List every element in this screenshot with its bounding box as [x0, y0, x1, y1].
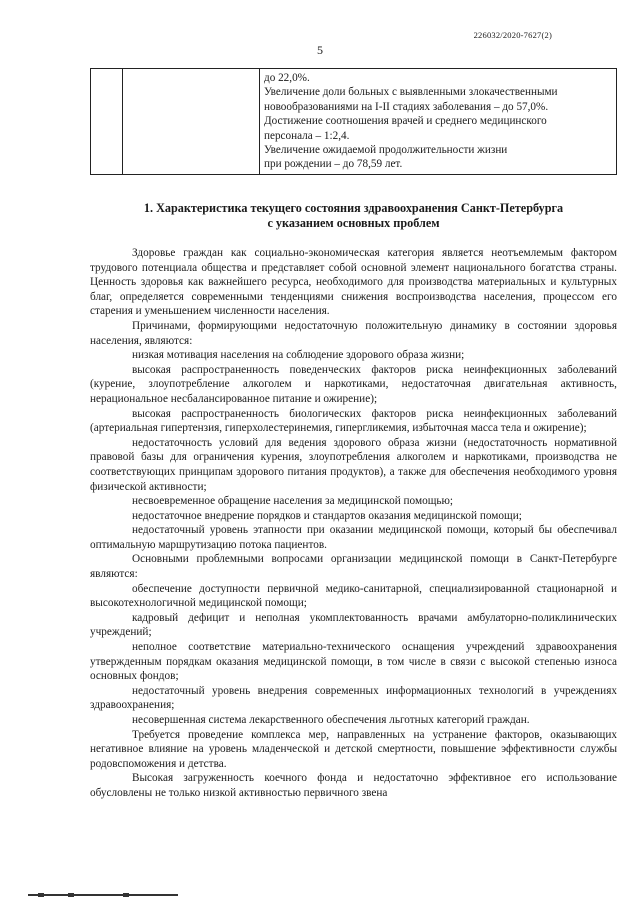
list-item: недостаточный уровень этапности при оказании медицинской помощи, который бы обеспечивал оптимальную маршрутизацию потока пациентов. — [90, 524, 617, 551]
footer-tick — [68, 893, 74, 897]
target-line: при рождении – до 78,59 лет. — [264, 158, 403, 171]
paragraph: Требуется проведение комплекса мер, направленных на устранение факторов, оказывающих негативное влияние на уровень младенческой и детской смертности, повышение эффективности службы родовспоможения и детства. — [90, 728, 617, 770]
paragraph: Высокая загруженность коечного фонда и недостаточно эффективное его использование обусловлены не только низкой активностью первичного звена — [90, 772, 617, 799]
list-item: высокая распространенность поведенческих факторов риска неинфекционных заболеваний (курение, злоупотребление алкоголем и наркотиками, недостаточная двигательная активность, нерациональное несбалансированное питание и ожирение); — [90, 363, 617, 405]
paragraph: Здоровье граждан как социально-экономическая категория является неотъемлемым фактором трудового потенциала общества и представляет собой основной элемент национального богатства страны. Ценность здоровья как важнейшего ресурса, необходимого для производства материальных и культурных благ, определяется современными тенденциями снижения воспроизводства населения, процессом его старения и уменьшением численности населения. — [90, 247, 617, 318]
continuation-table — [90, 68, 617, 175]
list-item: несвоевременное обращение населения за медицинской помощью; — [132, 495, 454, 508]
section-heading — [90, 201, 617, 232]
target-line: Достижение соотношения врачей и среднего медицинского — [264, 115, 547, 128]
table-cell-name — [123, 69, 260, 175]
list-item: несовершенная система лекарственного обеспечения льготных категорий граждан. — [132, 714, 530, 726]
list-item: недостаточное внедрение порядков и стандартов оказания медицинской помощи; — [132, 509, 522, 522]
target-line: Увеличение ожидаемой продолжительности жизни — [264, 144, 508, 157]
paragraph: Причинами, формирующими недостаточную положительную динамику в состоянии здоровья населения, являются: — [90, 319, 617, 347]
paragraph: Основными проблемными вопросами организации медицинской помощи в Санкт-Петербурге являются: — [90, 553, 617, 581]
list-item: обеспечение доступности первичной медико-санитарной, специализированной стационарной и высокотехнологичной медицинской помощи; — [90, 582, 617, 610]
target-line: до 22,0%. — [264, 72, 310, 84]
body-text — [90, 246, 617, 801]
table-cell-targets — [260, 69, 617, 175]
section-heading-line: с указанием основных проблем — [267, 216, 440, 231]
list-item: низкая мотивация населения на соблюдение здорового образа жизни; — [132, 349, 465, 362]
target-line: персонала – 1:2,4. — [264, 129, 350, 142]
table-row — [91, 69, 617, 175]
footer-tick — [123, 893, 129, 897]
list-item: высокая распространенность биологических факторов риска неинфекционных заболеваний (артериальная гипертензия, гиперхолестеринемия, гипергликемия, избыточная масса тела и ожирение); — [90, 407, 617, 435]
list-item: неполное соответствие материально-технического оснащения учреждений здравоохранения утвержденным порядкам оказания медицинской помощи, в том числе в связи с высокой степенью износа основных фондов; — [90, 641, 617, 683]
scan-footer-mark — [28, 893, 178, 897]
section-heading-line: 1. Характеристика текущего состояния здравоохранения Санкт-Петербурга — [143, 201, 564, 215]
list-item: недостаточность условий для ведения здорового образа жизни (недостаточность нормативной правовой базы для ограничения курения, злоупотребления алкоголем и наркотиками, производства не соответствующих принципам здорового питания продуктов), а также для обеспечения необходимого уровня физической активности; — [90, 436, 617, 493]
list-item: кадровый дефицит и неполная укомплектованность врачами амбулаторно-поликлинических учреждений; — [90, 611, 617, 639]
footer-bar — [28, 894, 178, 896]
table-cell-number — [91, 69, 123, 175]
footer-tick — [38, 893, 44, 897]
list-item: недостаточный уровень внедрения современных информационных технологий в учреждениях здравоохранения; — [90, 684, 617, 712]
page-number: 5 — [317, 43, 323, 57]
target-line: новообразованиями на I-II стадиях заболевания – до 57,0%. — [264, 100, 549, 113]
document-id: 226032/2020-7627(2) — [473, 30, 552, 40]
target-line: Увеличение доли больных с выявленными злокачественными — [264, 86, 558, 99]
